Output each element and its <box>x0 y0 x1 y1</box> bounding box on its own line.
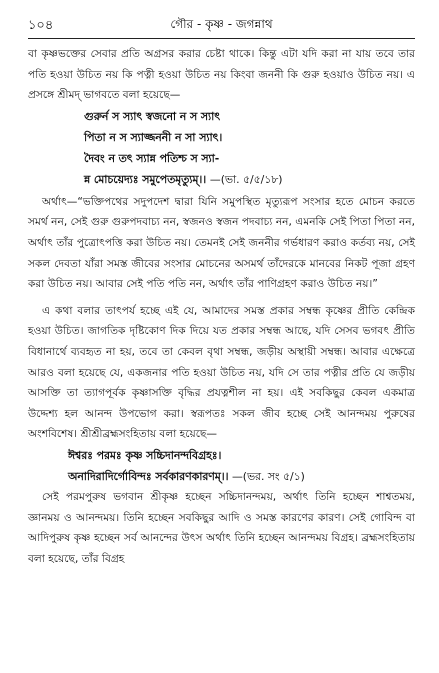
verse-reference: —(ভা. ৫/৫/১৮) <box>209 172 283 186</box>
verse-brahma-samhita <box>68 445 415 487</box>
page-header <box>28 16 415 38</box>
paragraph-2-translation: অর্থাৎ—“ভক্তিপথের সদুপদেশ দ্বারা যিনি সমুপস্থিত মৃত্যুরূপ সংসার হতে মোচন করতে সমর্থ নন, সেই গুরু গুরুপদবাচ্য নন, স্বজনও স্বজন পদবাচ্য নন, এমনকি সেই পিতা পিতা নন, অর্থাৎ তাঁর পুত্রোৎপত্তি করা উচিত নয়। তেমনই সেই জননীর গর্ভধারণ করাও কর্তব্য নয়, সেই সকল দেবতা যাঁরা সমস্ত জীবের সংসার মোচনের অসমর্থ তাঁদেরকে মানবের নিকট পূজা গ্রহণ করা উচিত নয়। আবার সেই পতি পতি নন, অর্থাৎ তাঁর পাণিগ্রহণ করাও উচিত নয়।” <box>28 195 415 291</box>
paragraph-3: এ কথা বলার তাৎপর্য হচ্ছে এই যে, আমাদের সমস্ত প্রকার সম্বন্ধ কৃষ্ণের প্রীতি কেন্দ্রিক হওয়া উচিত। জাগতিক দৃষ্টিকোণ দিক দিয়ে যত প্রকার সম্বন্ধ আছে, যদি সেসব ভগবৎ প্রীতি বিধানার্থে ব্যবহৃত না হয়, তবে তা কেবল বৃথা সম্বন্ধ, জড়ীয় অস্থায়ী সম্বন্ধ। আবার এক্ষেত্রে আরও বলা হয়েছে যে, একজনার পতি হওয়া উচিত নয়, যদি সে তার পত্নীর প্রতি যে জড়ীয় আসক্তি তা ত্যাগপূর্বক কৃষ্ণাসক্তি বৃদ্ধির প্রযত্নশীল না হয়। এই সবকিছুর কেবল একমাত্র উদ্দেশ্য হল আনন্দ উপভোগ করা। স্বরূপতঃ সকল জীব হচ্ছে সেই আনন্দময় পুরুষের অংশবিশেষ। শ্রীশ্রীব্রহ্মসংহিতায় বলা হয়েছে— <box>28 304 415 441</box>
verse-line: গুরুর্ন স স্যাৎ স্বজনো ন স স্যাৎ <box>84 109 221 123</box>
verse-bhagavatam <box>84 106 415 190</box>
verse-line: ঈশ্বরঃ পরমঃ কৃষ্ণ সচ্চিদানন্দবিগ্রহঃ। <box>68 448 222 462</box>
paragraph-1: বা কৃষ্ণভক্তের সেবার প্রতি অগ্রসর করার চেষ্টা থাকে। কিন্তু এটা যদি করা না যায় তবে তার পতি হওয়া উচিত নয় কি পত্নী হওয়া উচিত নয় কিংবা জননী কি গুরু হওয়াও উচিত নয়। এ প্রসঙ্গে শ্রীমদ্ ভাগবতে বলা হয়েছে— <box>28 48 415 102</box>
verse-line: পিতা ন স স্যাজ্জননী ন সা স্যাৎ। <box>84 130 223 144</box>
running-title: গৌর - কৃষ্ণ - জগন্নাথ <box>170 17 273 31</box>
verse-line-text: ন্ন মোচয়েদ্যঃ সমুপেতমৃত্যুম্।। <box>84 172 207 186</box>
header-rule <box>28 38 415 39</box>
paragraph-4: সেই পরমপুরুষ ভগবান শ্রীকৃষ্ণ হচ্ছেন সচ্চিদানন্দময়, অর্থাৎ তিনি হচ্ছেন শাশ্বতময়, জ্ঞানময় ও আনন্দময়। তিনি হচ্ছেন সবকিছুর আদি ও সমস্ত কারণের কারণ। সেই গোবিন্দ বা আদিপুরুষ কৃষ্ণ হচ্ছেন সর্ব আনন্দের উৎস অর্থাৎ তিনি হচ্ছেন আনন্দময় বিগ্রহ। ব্রহ্মসংহিতায় বলা হয়েছে, তাঁর বিগ্রহ <box>28 490 415 565</box>
verse-line-last <box>68 466 415 487</box>
page-body <box>28 44 415 569</box>
verse-reference: —(ভর. সং ৫/১) <box>228 469 305 483</box>
page-number: ১০৪ <box>28 18 54 33</box>
verse-line-text: অনাদিরাদির্গোবিন্দঃ সর্বকারণকারণম্।। <box>68 469 229 483</box>
verse-line: দৈবং ন তৎ স্যান্ন পতিশ্চ স স্যা- <box>84 151 220 165</box>
verse-line-last <box>84 169 415 190</box>
